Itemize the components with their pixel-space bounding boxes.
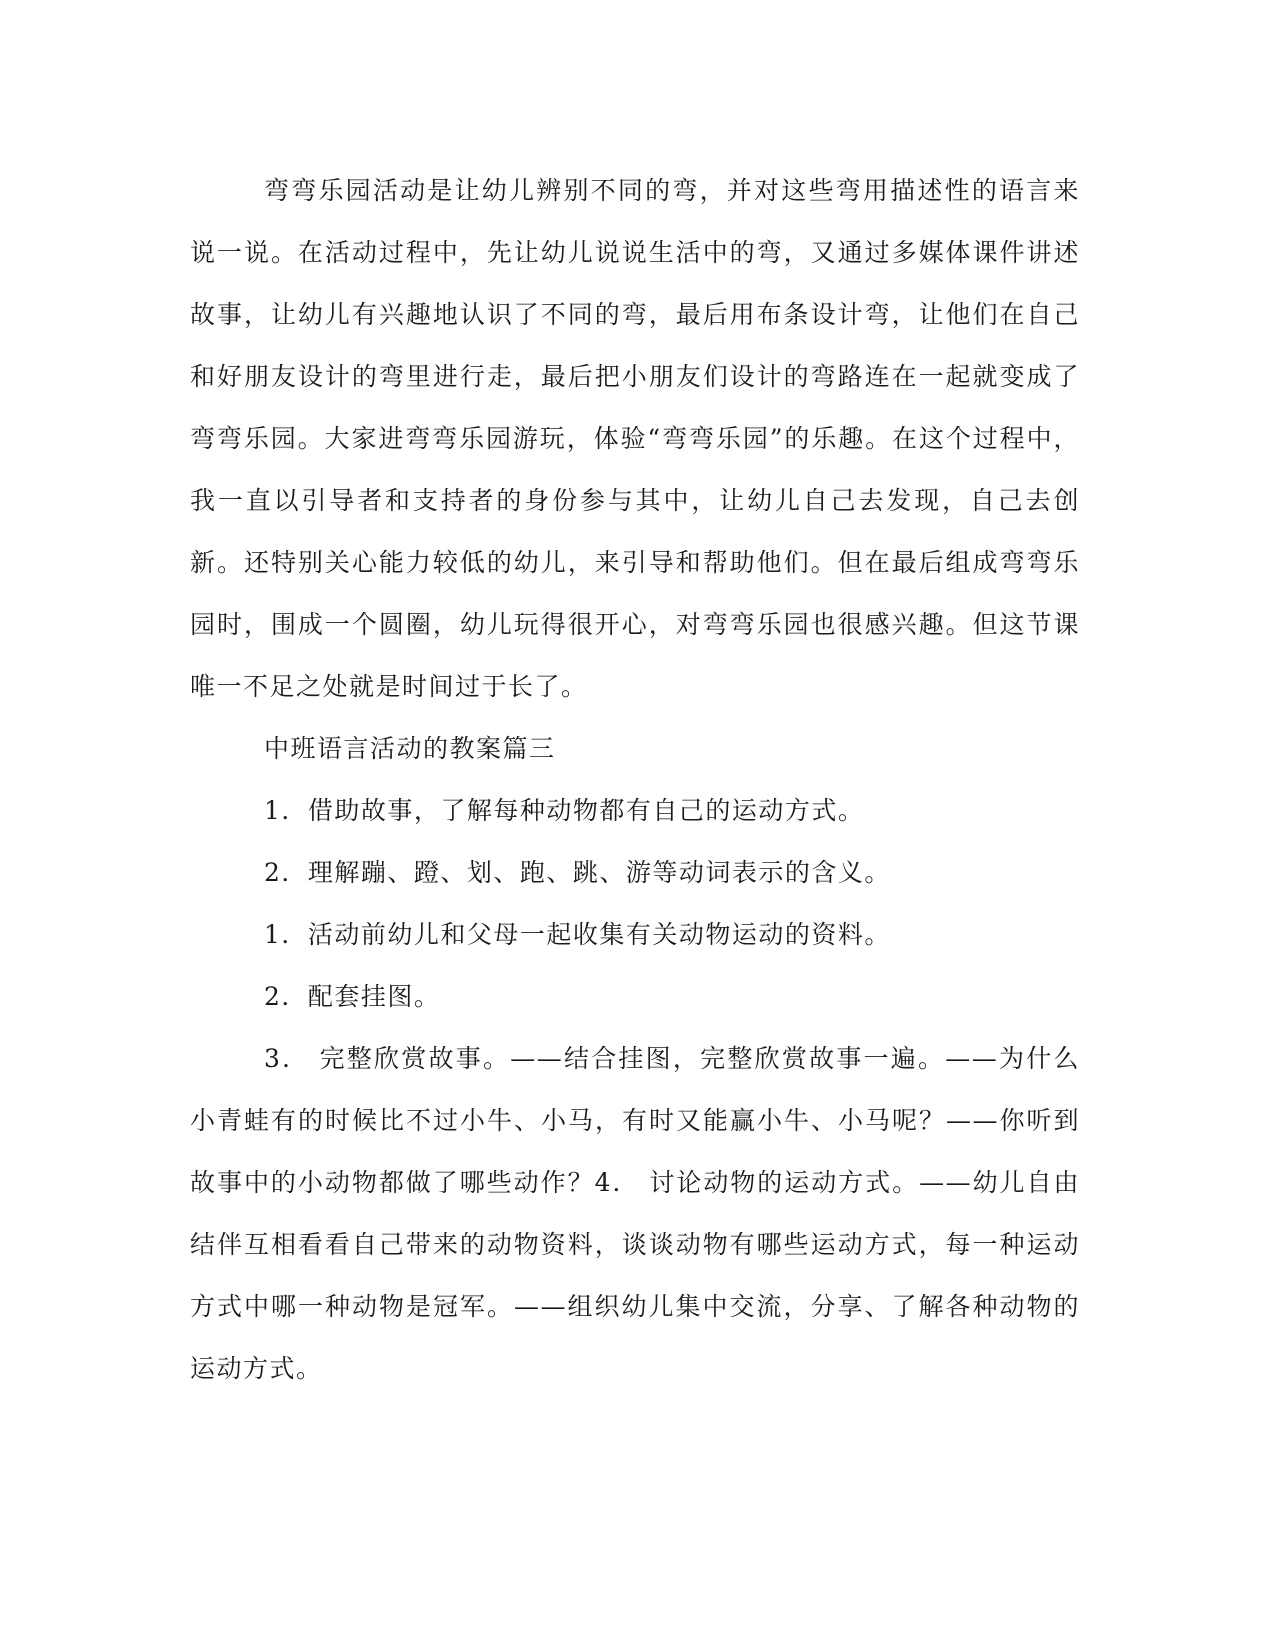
paragraph-summary: 弯弯乐园活动是让幼儿辨别不同的弯，并对这些弯用描述性的语言来说一说。在活动过程中，先让幼儿说说生活中的弯，又通过多媒体课件讲述故事，让幼儿有兴趣地认识了不同的弯，最后用布条设计弯，让他们在自己和好朋友设计的弯里进行走，最后把小朋友们设计的弯路连在一起就变成了弯弯乐园。大家进弯弯乐园游玩，体验“弯弯乐园”的乐趣。在这个过程中，我一直以引导者和支持者的身份参与其中，让幼儿自己去发现，自己去创新。还特别关心能力较低的幼儿，来引导和帮助他们。但在最后组成弯弯乐园时，围成一个圆圈，幼儿玩得很开心，对弯弯乐园也很感兴趣。但这节课唯一不足之处就是时间过于长了。 bbox=[190, 176, 1080, 701]
process-paragraph: 3． 完整欣赏故事。——结合挂图，完整欣赏故事一遍。——为什么小青蛙有的时候比不过小牛、小马，有时又能赢小牛、小马呢？——你听到故事中的小动物都做了哪些动作？4． 讨论动物的运动方式。——幼儿自由结伴互相看看自己带来的动物资料，谈谈动物有哪些运动方式，每一种运动方式中哪一种动物是冠军。——组织幼儿集中交流，分享、了解各种动物的运动方式。 bbox=[190, 1044, 1080, 1383]
goal-item-1: 1．借助故事，了解每种动物都有自己的运动方式。 bbox=[264, 796, 865, 825]
preparation-item-1: 1．活动前幼儿和父母一起收集有关动物运动的资料。 bbox=[264, 920, 891, 949]
document-body bbox=[190, 160, 1080, 1400]
goal-item-2: 2．理解蹦、蹬、划、跑、跳、游等动词表示的含义。 bbox=[264, 858, 891, 887]
preparation-item-2: 2．配套挂图。 bbox=[264, 982, 441, 1011]
section-heading: 中班语言活动的教案篇三 bbox=[264, 734, 556, 763]
